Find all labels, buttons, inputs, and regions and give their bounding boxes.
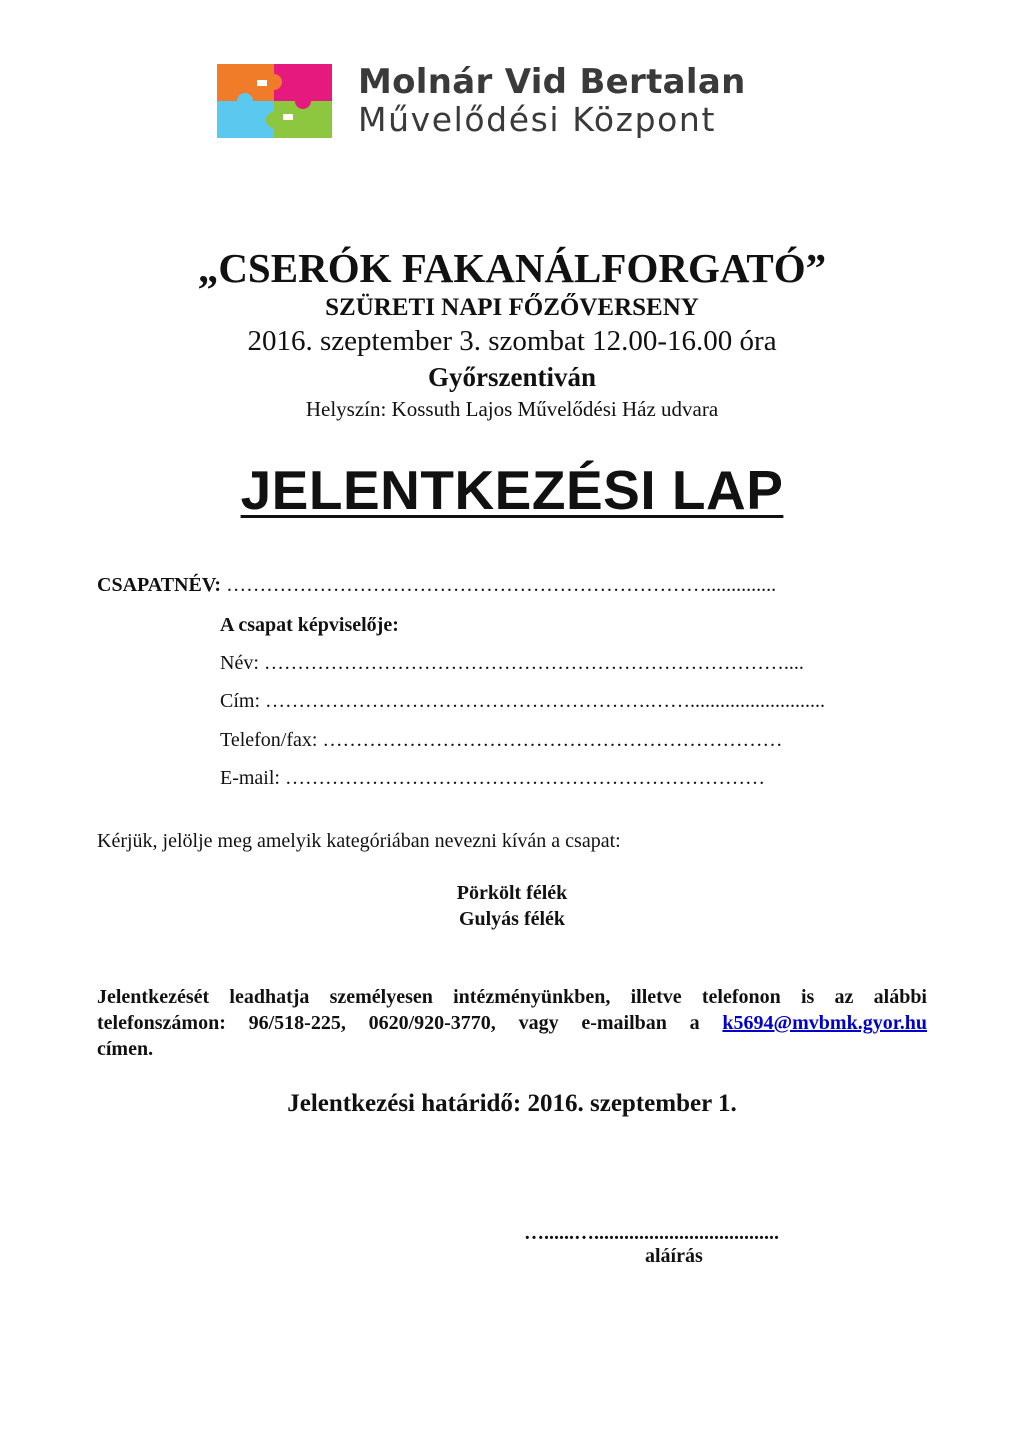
org-name: Molnár Vid Bertalan <box>358 62 746 102</box>
name-label: Név: <box>220 652 259 674</box>
signature-line[interactable]: …......…..................................... <box>524 1222 779 1244</box>
phone-field[interactable] <box>220 729 782 752</box>
team-name-label: CSAPATNÉV: <box>97 574 222 596</box>
address-field[interactable] <box>220 690 825 713</box>
email-dots: ……………………………………………………………… <box>279 767 765 789</box>
org-subtitle: Művelődési Központ <box>358 100 716 139</box>
contact-line-2 <box>97 1010 927 1036</box>
contact-line-1: Jelentkezését leadhatja személyesen intézményünkben, illetve telefonon is az alábbi <box>97 986 927 1008</box>
category-item-porkolt[interactable]: Pörkölt félék <box>456 882 568 904</box>
email-label: E-mail: <box>220 767 280 789</box>
form-title <box>0 458 1024 522</box>
address-dots: ………………………………………………….……........................... <box>260 690 826 712</box>
event-title: „CSERÓK FAKANÁLFORGATÓ” <box>197 245 827 291</box>
event-city: Győrszentiván <box>428 362 596 392</box>
team-name-dots: ……………………………………………………………….............. <box>221 574 777 596</box>
phone-dots: …………………………………………………………… <box>317 729 783 751</box>
category-instruction: Kérjük, jelölje meg amelyik kategóriában nevezni kíván a csapat: <box>97 830 621 852</box>
event-datetime: 2016. szeptember 3. szombat 12.00-16.00 óra <box>247 325 777 357</box>
deadline: Jelentkezési határidő: 2016. szeptember 1. <box>287 1090 737 1117</box>
email-link[interactable]: k5694@mvbmk.gyor.hu <box>722 1012 927 1034</box>
phone-label: Telefon/fax: <box>220 729 318 751</box>
contact-line-3: címen. <box>97 1038 154 1060</box>
name-field[interactable] <box>220 652 804 675</box>
event-venue: Helyszín: Kossuth Lajos Művelődési Ház udvara <box>305 397 719 421</box>
representative-heading: A csapat képviselője: <box>220 614 399 636</box>
email-field[interactable] <box>220 767 765 790</box>
team-name-field[interactable] <box>97 574 776 597</box>
category-item-gulyas[interactable]: Gulyás félék <box>458 908 566 930</box>
signature-label: aláírás <box>645 1245 703 1267</box>
puzzle-logo-icon <box>217 64 332 138</box>
name-dots: …………………………………………………………………….... <box>258 652 804 674</box>
contact-paragraph <box>97 984 927 1062</box>
address-label: Cím: <box>220 690 261 712</box>
form-title-text: JELENTKEZÉSI LAP <box>240 459 784 521</box>
event-subtitle: SZÜRETI NAPI FŐZŐVERSENY <box>325 294 699 321</box>
contact-phones: telefonszámon: 96/518-225, 0620/920-3770, vagy e-mailban a <box>97 1012 723 1034</box>
